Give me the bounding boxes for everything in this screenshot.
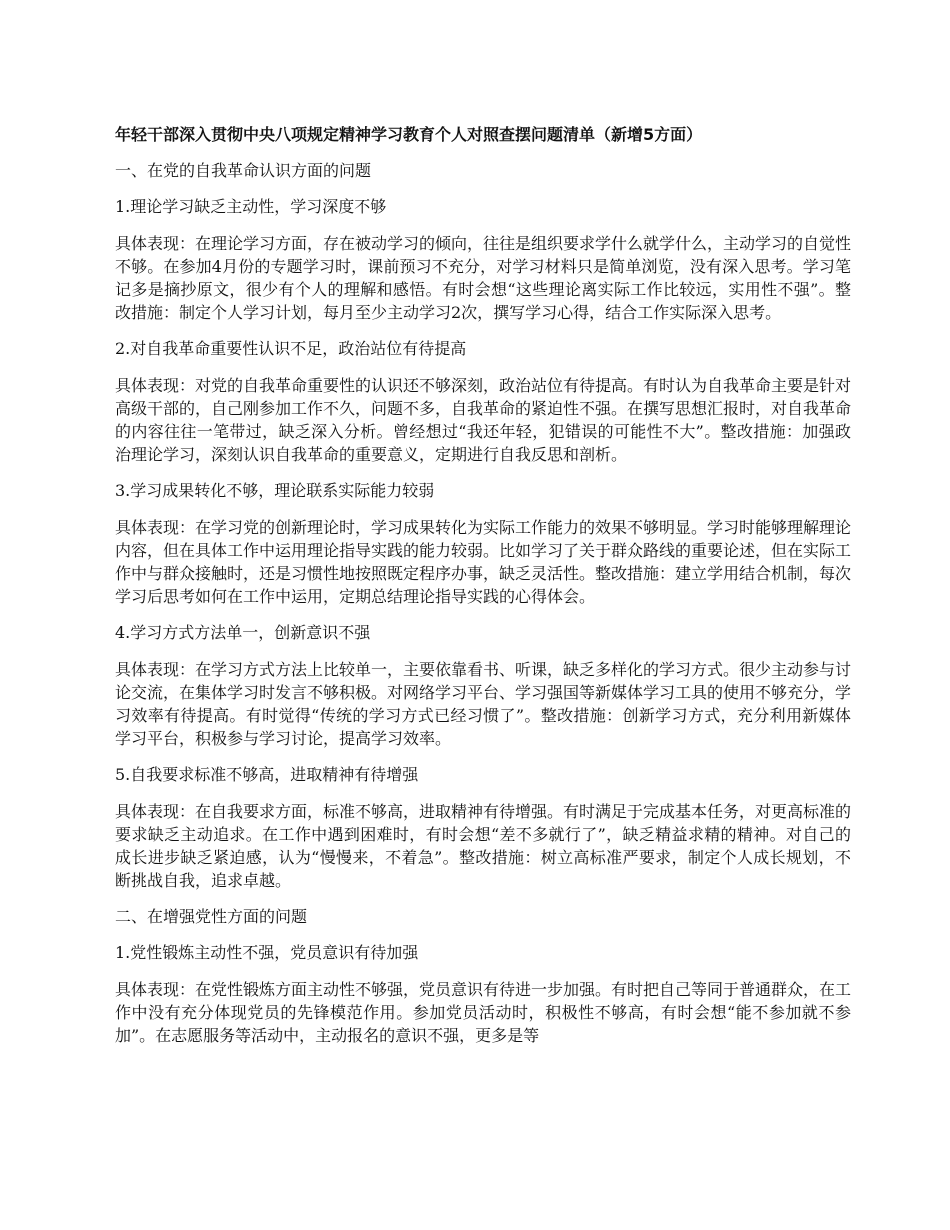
section-heading-1: 一、在党的自我革命认识方面的问题 xyxy=(115,161,372,180)
section-heading-2: 二、在增强党性方面的问题 xyxy=(115,907,308,926)
item-body-1-4: 具体表现：在学习方式方法上比较单一，主要依靠看书、听课，缺乏多样化的学习方式。很少主动参与讨论交流，在集体学习时发言不够积极。对网络学习平台、学习强国等新媒体学习工具的使用不够充分，学习效率有待提高。有时觉得“传统的学习方式已经习惯了”。整改措施：创新学习方式，充分利用新媒体学习平台，积极参与学习讨论，提高学习效率。 xyxy=(115,660,852,748)
item-body-1-3: 具体表现：在学习党的创新理论时，学习成果转化为实际工作能力的效果不够明显。学习时能够理解理论内容，但在具体工作中运用理论指导实践的能力较弱。比如学习了关于群众路线的重要论述，但在实际工作中与群众接触时，还是习惯性地按照既定程序办事，缺乏灵活性。整改措施：建立学用结合机制，每次学习后思考如何在工作中运用，定期总结理论指导实践的心得体会。 xyxy=(115,518,852,606)
item-title-1-3: 3.学习成果转化不够，理论联系实际能力较弱 xyxy=(115,481,435,500)
document-page xyxy=(115,124,851,1061)
item-title-1-4: 4.学习方式方法单一，创新意识不强 xyxy=(115,623,371,642)
item-body-1-1: 具体表现：在理论学习方面，存在被动学习的倾向，往往是组织要求学什么就学什么，主动学习的自觉性不够。在参加4月份的专题学习时，课前预习不充分，对学习材料只是简单浏览，没有深入思考。学习笔记多是摘抄原文，很少有个人的理解和感悟。有时会想“这些理论离实际工作比较远，实用性不强”。整改措施：制定个人学习计划，每月至少主动学习2次，撰写学习心得，结合工作实际深入思考。 xyxy=(115,234,852,322)
item-body-1-5: 具体表现：在自我要求方面，标准不够高，进取精神有待增强。有时满足于完成基本任务，对更高标准的要求缺乏主动追求。在工作中遇到困难时，有时会想“差不多就行了”，缺乏精益求精的精神。对自己的成长进步缺乏紧迫感，认为“慢慢来，不着急”。整改措施：树立高标准严要求，制定个人成长规划，不断挑战自我，追求卓越。 xyxy=(115,802,852,890)
item-title-1-1: 1.理论学习缺乏主动性，学习深度不够 xyxy=(115,197,387,216)
item-title-2-1: 1.党性锻炼主动性不强，党员意识有待加强 xyxy=(115,943,419,962)
item-body-1-2: 具体表现：对党的自我革命重要性的认识还不够深刻，政治站位有待提高。有时认为自我革命主要是针对高级干部的，自己刚参加工作不久，问题不多，自我革命的紧迫性不强。在撰写思想汇报时，对自我革命的内容往往一笔带过，缺乏深入分析。曾经想过“我还年轻，犯错误的可能性不大”。整改措施：加强政治理论学习，深刻认识自我革命的重要意义，定期进行自我反思和剖析。 xyxy=(115,376,852,464)
item-title-1-2: 2.对自我革命重要性认识不足，政治站位有待提高 xyxy=(115,339,467,358)
item-body-2-1: 具体表现：在党性锻炼方面主动性不够强，党员意识有待进一步加强。有时把自己等同于普通群众，在工作中没有充分体现党员的先锋模范作用。参加党员活动时，积极性不够高，有时会想“能不参加就不参加”。在志愿服务等活动中，主动报名的意识不强，更多是等 xyxy=(115,980,852,1045)
item-title-1-5: 5.自我要求标准不够高，进取精神有待增强 xyxy=(115,765,419,784)
document-title: 年轻干部深入贯彻中央八项规定精神学习教育个人对照查摆问题清单（新增5方面） xyxy=(115,125,703,144)
